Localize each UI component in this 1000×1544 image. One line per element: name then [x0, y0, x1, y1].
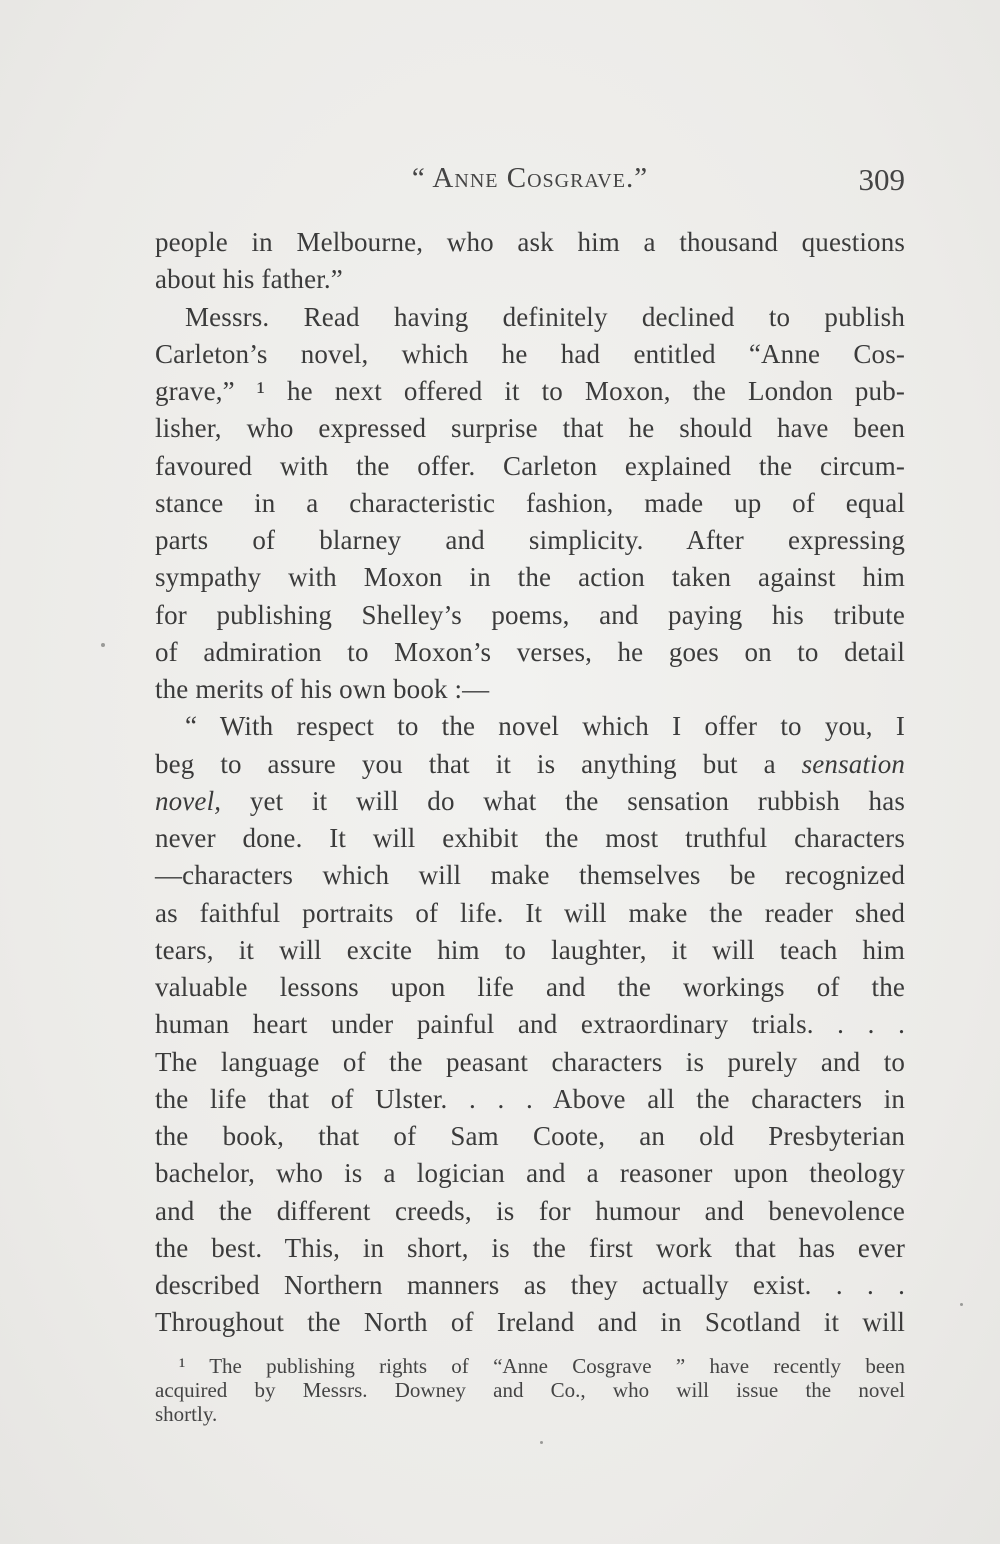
text-line: and the different creeds, is for humour and benevolence: [155, 1195, 905, 1226]
text-line: of admiration to Moxon’s verses, he goes on to detail: [155, 636, 905, 667]
text-line: —characters which will make themselves be recognized: [155, 860, 905, 891]
footnote-line: ¹ The publishing rights of “Anne Cosgrave ” have recently been: [179, 1354, 905, 1378]
footnote-line: acquired by Messrs. Downey and Co., who will issue the novel: [155, 1378, 905, 1402]
body-text: [155, 224, 905, 1342]
text-line: people in Melbourne, who ask him a thousand questions: [155, 227, 905, 257]
text-line: about his father.”: [155, 264, 343, 295]
text-line: grave,” ¹ he next offered it to Moxon, the London pub-: [155, 376, 905, 406]
text-line: Carleton’s novel, which he had entitled “Anne Cos-: [155, 338, 905, 369]
text-line: Throughout the North of Ireland and in Scotland it will: [155, 1307, 905, 1338]
paper-speck: [101, 643, 105, 647]
text-line: “ With respect to the novel which I offer to you, I: [185, 711, 905, 742]
text-line: the life that of Ulster. . . . Above all the characters in: [155, 1083, 905, 1114]
footnotes: [155, 1354, 905, 1426]
text-line: Messrs. Read having definitely declined to publish: [185, 301, 905, 332]
text-line: described Northern manners as they actually exist. . . .: [155, 1270, 905, 1300]
page-header: [155, 162, 905, 206]
text-line: bachelor, who is a logician and a reasoner upon theology: [155, 1158, 905, 1189]
text-line: human heart under painful and extraordinary trials. . . .: [155, 1009, 905, 1040]
text-line: the book, that of Sam Coote, an old Presbyterian: [155, 1121, 905, 1151]
running-head: “ Anne Cosgrave.”: [411, 162, 649, 194]
text-line: lisher, who expressed surprise that he should have been: [155, 413, 905, 444]
text-line: stance in a characteristic fashion, made up of equal: [155, 487, 905, 518]
text-line: sympathy with Moxon in the action taken against him: [155, 562, 905, 593]
text-line: The language of the peasant characters is purely and to: [155, 1046, 905, 1077]
paper-speck: [960, 1303, 963, 1306]
text-line: beg to assure you that it is anything but a sensation: [155, 748, 905, 779]
text-line: the merits of his own book :—: [155, 674, 490, 704]
text-line: for publishing Shelley’s poems, and paying his tribute: [155, 599, 905, 630]
text-line: never done. It will exhibit the most truthful characters: [155, 823, 905, 853]
page-number: 309: [858, 162, 905, 197]
text-line: the best. This, in short, is the first work that has ever: [155, 1232, 905, 1263]
italic-emphasis: sensation: [801, 748, 905, 779]
italic-emphasis: novel,: [155, 785, 222, 816]
text-line: valuable lessons upon life and the workings of the: [155, 972, 905, 1002]
text-line: as faithful portraits of life. It will make the reader shed: [155, 897, 905, 928]
footnote-line: shortly.: [155, 1402, 218, 1426]
paper-speck: [540, 1441, 543, 1444]
text-line: tears, it will excite him to laughter, it will teach him: [155, 934, 905, 965]
text-line: novel, yet it will do what the sensation rubbish has: [155, 785, 905, 816]
text-line: favoured with the offer. Carleton explained the circum-: [155, 450, 905, 481]
text-line: parts of blarney and simplicity. After expressing: [155, 525, 905, 555]
